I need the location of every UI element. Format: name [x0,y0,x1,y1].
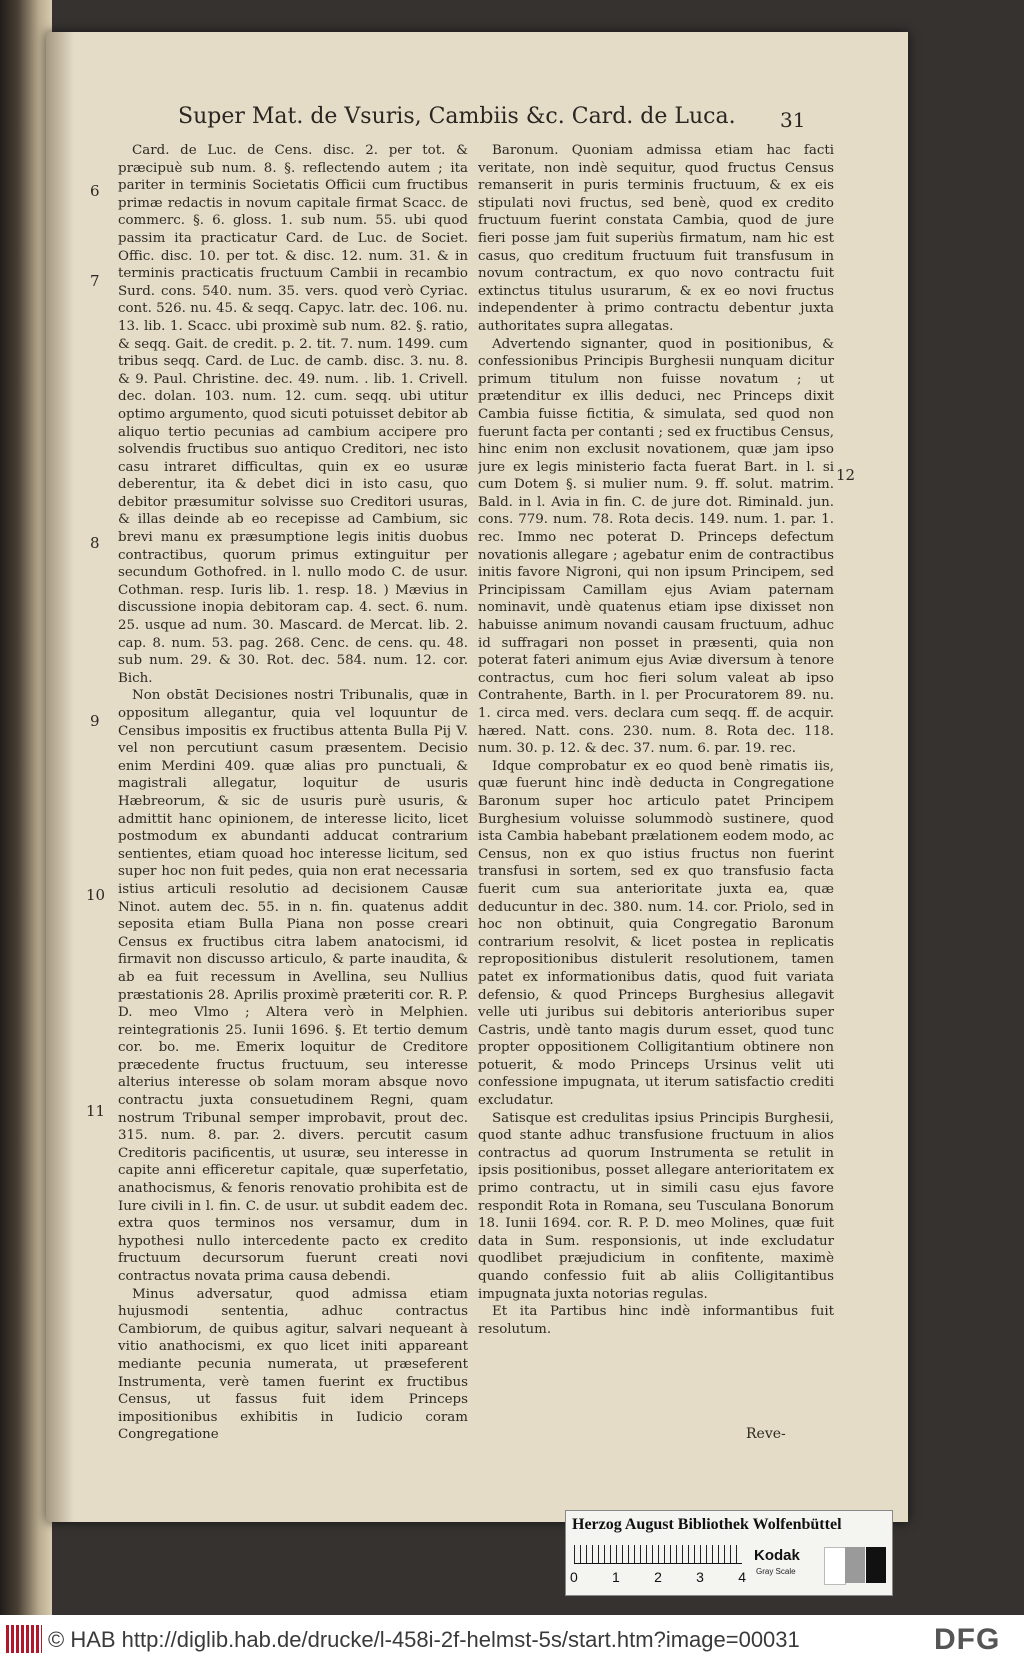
page-number: 31 [780,108,806,132]
gray-patch [824,1547,846,1585]
paragraph: Satisque est credulitas ipsius Principis Burghesii, quod stante adhuc transfusione fructuum in alios contractus ad quorum Instrumenta se retulit in ipsis positionibus, posset allegare anterioritatem ex primo contractu, ut in simili casu ejus favore respondit Rota in Romana, seu Tusculana Bonorum 18. Iunii 1694. cor. R. P. D. meo Molines, quæ fuit data in Sum. responsionis, ut inde excludatur quodlibet præjudicium in confitente, maximè quando confessio fuit ab aliis Colligitantibus impugnata juxta notorias regulas. [478,1110,834,1302]
margin-number: 9 [90,712,100,730]
paragraph: Minus adversatur, quod admissa etiam hujusmodi sententia, adhuc contractus Cambiorum, de quibus agitur, salvari nequeant à vitio anathocismi, ex quo licet initi appareant mediante pecunia numerata, ut præseferent Instrumenta, verè tamen fuerint ex fructibus Census, ut fassus fuit idem Princeps impositionibus exhibitis in Iudicio coram Congregatione [118,1286,468,1442]
left-text-column [118,142,468,1442]
ruler-ticks [570,1569,746,1585]
right-text-column [478,142,834,1442]
color-scale-card [565,1510,893,1596]
book-page [46,32,908,1522]
margin-number: 6 [90,182,100,200]
margin-number: 12 [836,466,856,484]
source-url[interactable]: © HAB http://diglib.hab.de/drucke/l-458i-2f-helmst-5s/start.htm?image=00031 [48,1627,800,1652]
ruler-tick-label: 2 [654,1569,662,1585]
ruler-tick-label: 3 [696,1569,704,1585]
paragraph: Advertendo signanter, quod in positionibus, & confessionibus Principis Burghesii nunquam dicitur primum titulum non fuisse novatum ; ut prætenditur ex illis deduci, nec Princeps dixit Cambia fuisse fictitia, & simulata, sed quod non fuerunt facta per contanti ; sed ex fructibus Census, hinc enim non exclusit novationem, quæ jam ipso jure ex legis ministerio facta fuerat Bart. in l. si cum Dotem §. si mulier num. 9. ff. solut. matrim. Bald. in l. Avia in fin. C. de jure dot. Riminald. jun. cons. 779. num. 78. Rota decis. 149. num. 1. par. 1. rec. Immo nec poterat D. Princeps defectum novationis allegare ; agebatur enim de contractibus initis favore Nigroni, qui non ipsum Principem, sed Principissam Camillam ejus Aviam paternam nominavit, undè quatenus etiam ipse dixisset non habuisse animum novandi causam fructuum, adhuc id suffragari non posset in præsenti, quia non poterat fateri animum ejus Aviæ diversum à tenore contractus, cum hoc fieri solum valeat ab ipso Contrahente, Barth. in l. per Procuratorem 89. nu. 1. circa med. vers. declara cum seqq. ff. de acquir. hæred. Natt. cons. 230. num. 8. Rota dec. 118. num. 30. p. 12. & dec. 37. num. 6. par. 19. rec. [478,336,834,757]
ruler-tick-label: 0 [570,1569,578,1585]
paragraph: Et ita Partibus hinc indè informantibus fuit resolutum. [478,1304,834,1337]
gray-patch [845,1547,865,1583]
ruler-tick-label: 4 [738,1569,746,1585]
running-header: Super Mat. de Vsuris, Cambiis &c. Card. de Luca. [178,104,736,129]
gray-patch [866,1547,886,1583]
ruler-icon [574,1545,742,1564]
paragraph: Baronum. Quoniam admissa etiam hac facti veritate, non indè sequitur, quod fructus Census remanserit in puris terminis fructuum, & ex eis stipulati novi fructus, sed benè, quod ex credito fructuum fuerint constata Cambia, quod de jure fieri posse jam fuit superiùs firmatum, nam hic est casus, quo creditum fructuum fuit transfusum in novum contractum, ex quo novo contractu fuit extinctus titulus usurarum, & ex eo novi fructus independenter à primo contractu debentur juxta authoritates supra allegatas. [478,143,834,334]
library-name: Herzog August Bibliothek Wolfenbüttel [572,1516,842,1533]
gray-scale-label: Gray Scale [756,1567,796,1576]
dfg-logo: DFG [934,1623,1001,1656]
hab-logo-icon [6,1625,42,1653]
margin-number: 7 [90,272,100,290]
margin-number: 8 [90,534,100,552]
paragraph: Card. de Luc. de Cens. disc. 2. per tot. & præcipuè sub num. 8. §. reflectendo autem ; ita pariter in terminis Societatis Officii cum fructibus primæ redactis in novum capitale firmat Scacc. de commerc. §. 6. gloss. 1. sub num. 55. ubi quod passim ita practicatur Card. de Luc. de Societ. Offic. disc. 10. per tot. & disc. 12. num. 31. & in terminis practicatis fructuum Cambii in recambio Surd. cons. 540. num. 35. vers. quod verò Cyriac. cont. 526. nu. 45. & seqq. Capyc. latr. dec. 106. nu. 13. lib. 1. Scacc. ubi proximè sub num. 82. §. ratio, & seqq. Gait. de credit. p. 2. tit. 7. num. 1499. cum tribus seqq. Card. de Luc. de camb. disc. 3. nu. 8. & 9. Paul. Christine. dec. 49. num. . lib. 1. Crivell. dec. dolan. 103. num. 12. cum. seqq. ubi utitur optimo argumento, quod sicuti potuisset debitor ab aliquo tertio pecunias ad cambium accipere pro solvendis fructibus suo antiquo Creditori, nec isto casu intraret difficultas, quin ex eo usuræ deberentur, ita & debet dici in isto casu, quo debitor præsumitur solvisse suo Creditori usuras, & illas deinde ab eo recepisse ad Cambium, sic brevi manu ex præsumptione legis initis duobus contractibus, quorum primus extinguitur per secundum Gothofred. in l. nullo modo C. de usur. Cothman. resp. Iuris lib. 1. resp. 18. ) Mævius in discussione inopia debitoram cap. 4. sect. 6. num. 25. usque ad num. 30. Mascard. de Mercat. lib. 2. cap. 8. num. 53. pag. 268. Cenc. de cens. qu. 48. sub num. 29. & 30. Rot. dec. 584. num. 12. cor. Bich. [118,143,468,686]
catchword: Reve- [746,1426,786,1442]
ruler-tick-label: 1 [612,1569,620,1585]
footer-bar [0,1615,1024,1663]
paragraph: Idque comprobatur ex eo quod benè rimatis iis, quæ fuerunt hinc indè deducta in Congregatione Baronum super hoc articulo patet Principem Burghesium voluisse solummodò sustinere, quod ista Cambia habebant prælationem eodem modo, ac Census, non ex quo istius fructus non fuerint transfusi in sortem, sed ex quo transfusio facta fuerit cum sua anterioritate juxta ea, quæ deducuntur in dec. 380. num. 14. cor. Priolo, sed in hoc non obtinuit, quia Congregatio Baronum contrarium resolvit, & licet postea in replicatis repropositionibus distulerit resolutionem, tamen patet ex informationibus datis, quod fuit variata defensio, & quod Princeps Burghesius allegavit velle uti juribus sui debitoris anterioribus super Castris, undè tanto magis durum esset, quod tunc propter oppositionem Colligitantium obtinere non potuerit, & modo Princeps Ursinus velit uti confessione impugnata, ut iterum satisfactio crediti excludatur. [478,758,834,1109]
paragraph: Non obstāt Decisiones nostri Tribunalis, quæ in oppositum allegantur, quia vel loquuntur de Censibus impositis ex fructibus attenta Bulla Pij V. vel non percutiunt casum præsentem. Decisio enim Merdini 409. quæ alias pro punctuali, & magistrali allegatur, loquitur de usuris Hæbreorum, & sic de usuris purè usuris, & admittit hanc opinionem, de interesse licito, licet postmodum ex abundanti adducat contrarium sentientes, etiam quoad hoc interesse licitum, sed super hoc non fuit pedes, quia non erat necessaria istius articuli resolutio ad decisionem Causæ Ninot. autem dec. 55. in n. fin. quatenus addit seposita etiam Bulla Piana non posse creari Census ex fructibus citra labem anatocismi, id firmavit non discusso articulo, & parte inaudita, & ab ea fuit recessum in Avellina, seu Nullius præstationis 28. Aprilis proximè præteriti cor. R. P. D. meo Vlmo ; Altera verò in Melphien. reintegrationis 25. Iunii 1696. §. Et tertio demum cor. bo. me. Emerix loquitur de Creditore præcedente fructus fructuum, seu interesse alterius interesse ob solam moram absque novo contractu juxta consuetudinem Regni, quam nostrum Tribunal semper improbavit, prout dec. 315. num. 8. par. 2. divers. percutit casum Creditoris pacificentis, ut usuræ, seu interesse in capite anni efficeretur capitale, quæ superfetatio, anathocismus, & fenoris renovatio prohibita est de Iure civili in l. fin. C. de usur. ut subdit eadem dec. extra quos terminos nos versamur, dum in hypothesi nullo intercedente pacto ex credito fructuum decursorum fuerunt creati novi contractus novata prima causa debendi. [118,688,468,1284]
margin-number: 11 [86,1102,106,1120]
book-binding-edge [0,0,52,1615]
gray-patch-icon [824,1547,886,1583]
margin-number: 10 [86,886,106,904]
kodak-label: Kodak [754,1547,800,1564]
